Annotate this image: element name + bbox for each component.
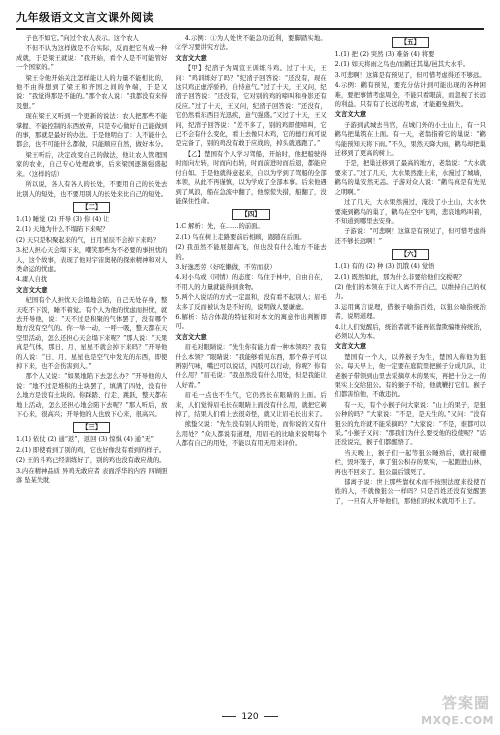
section-heading [175, 209, 326, 220]
paragraph: 于是，把巢迁移到了最高的地方，老翁说：“大水就要来了。”过了几天，大水果然涨上来，水漫过了城墙，鹳鸟的巢安然无恙。子游对众人说：“鹳鸟真是有先见之明啊。” [334, 160, 486, 196]
answer-item: (2) 我虽然不能展翅高飞，但也没有什么地方不能去的。 [175, 244, 327, 261]
answer-item: 1.(1) 依仗 (2) 通“返”，返回 (3) 惊惧 (4) 通“无” [16, 436, 154, 444]
paragraph: 有一天，有个小猴子问大家说：“山上的果子，是狙公种的吗？”大家说：“不是，是天生的。”又问：“没有狙公的允许就不能采摘吗？”大家说：“不是，谁都可以采。”小猴子又问：“那我们为什么要受他的役使呢？”话还没说完，猴子们都醒悟了。 [334, 401, 486, 447]
subsection-title: 文言文大意 [16, 286, 48, 294]
answer-item: (2) 他们的本领在于让人离不开自己，以维持自己的权力。 [334, 283, 486, 301]
answer-item: 3.杞人担心天会塌下来，嘲笑那些为不必要的事担忧的人，这个故事，表现了他对宇宙奥秘的探索精神和对人类命运的忧虑。 [16, 247, 168, 273]
paragraph: 不但不认为这样做是不合实际，反而把它当成一种成就，于是梁王就说：“我开始，看个人是不可能管好一个国家的。” [16, 45, 168, 72]
watermark-logo [408, 692, 494, 732]
section-heading [16, 202, 167, 213]
answer-item: 1.C 解析：先，在……的前面。 [175, 223, 264, 231]
page-number: 120 [241, 712, 259, 722]
paragraph: 那个人又说：“如果地陷下去怎么办？”开导他的人说：“地不过是堆积的土块罢了，填满了四处，没有什么地方是没有土块的。你踩踏、行走、跳跃，整天都在地上活动，怎么还担心地会陷下去呢？”那人听后，放下心来，很高兴；开导他的人也放下心来，很高兴。 [16, 373, 168, 419]
subsection-title: 文言文大意 [334, 343, 367, 351]
book-title: 九年级语文文言文课外阅读 [16, 11, 154, 24]
section-heading-label: 【三】 [73, 422, 111, 433]
answer-item: 4.庸人自扰 [16, 276, 48, 284]
answer-item: 4.让人们觉醒后，统治者就不能再依靠欺骗维持统治，必须以人为本。 [334, 323, 486, 340]
answer-item: 4.对小鸟或（同情）的态度：鸟住于林中，自由自在，不用人的力量就能得到食物。 [175, 274, 327, 291]
answer-item: 1.(1) 有的 (2) 种 (3) 饥饿 (4) 觉悟 [334, 263, 435, 271]
page-columns [16, 34, 486, 694]
answer-item: 3.可悲啊！这算是有预见了，但可惜考虑得还不够远。 [334, 71, 486, 79]
subsection-title: 文言文大意 [175, 54, 207, 62]
answer-item: (2) 天只是积聚起来的气，日月星辰不会掉下来吗？ [16, 236, 160, 244]
paragraph: 现在梁王又听到一个更新的说法：农人把那些不能掌握、不能控制的东西放弃，只是专心做好自己能做到的事，那就是最好的办法。于是他明白了：人不能什么都会，也不可能什么都做，只能顺应自然，做好本分。 [16, 113, 168, 149]
paragraph: 过了几天，大水果然漫过，淹没了小土山，大水快要淹到鹳鸟的巢了，鹳鸟在空中飞鸣，悲哀地鸣叫着，不知道到哪里去安身。 [334, 199, 486, 225]
answer-item: 3.内在精神品质 异鸡无敢应者 表面浮华的内容 四顾胆落 坠某失眈 [16, 467, 168, 485]
section-heading-label: 【六】 [392, 249, 430, 260]
answer-item: 2.(1) 既然如此，那为什么非要给他们交税呢？ [334, 273, 465, 281]
paragraph: 子游到武城去当官，在城门外的小土山上，有一只鹳鸟把巢筑在上面。有一天，老翁指着它的巢说：“鹳鸟能预知天将下雨。”不久，果然天降大雨，鹳鸟却把巢迁移到了更高的树上。 [334, 121, 486, 158]
answer-item: 1.(1) 睡觉 (2) 开导 (3) 你 (4) 让 [16, 215, 110, 223]
subsection-title: 文言文大意 [175, 333, 207, 341]
section-heading-label: 【五】 [392, 37, 430, 48]
paragraph: 眉毛对眼睛说：“先生你有能力看一种本领吗？我有什么本领？”眼睛说：“我能够看见东西，那个鼻子可以辨别气味，嘴巴可以说话，四肢可以行动，你呢？你有什么用？”眉毛说：“我虽然没有什么用处，但是我能让人好看。” [175, 344, 327, 389]
column-3 [335, 34, 486, 694]
answer-item: 3.好逸恶劳（好吃懒做，不劳而获） [175, 263, 276, 271]
answer-item: 4.示例：鹳有预见，要充分估计到可能出现的各种困难，要把事情考虑周全，不能只看眼前，而忽视了长远的利益。只有有了长远的考虑，才能避免损失。 [334, 82, 486, 109]
answer-item: 2.(1) 天地为什么不塌陷下来呢？ [16, 226, 109, 234]
paragraph: 所以说，各人有各人的长处，不要用自己的长处去比别人的短处，也不要用别人的长处来比自己的短处。 [16, 181, 168, 198]
section-heading [16, 422, 167, 433]
paragraph: 熊蛰父说：“先生没有别人的用处，而你说的又有什么用处？”众人都说有道理，用眉毛的比喻来说明每个人都有自己的用处，不能以有用无用来评价。 [175, 421, 327, 448]
column-2 [175, 34, 326, 694]
paragraph: 梁王听后，决定改变自己的做法，他让农人管理国家的农业，自己专心处理政事，后来梁国逐渐强盛起来。（这样的话） [16, 151, 168, 178]
answer-item: 1.(1) 把 (2) 突然 (3) 难备 (4) 将要 [334, 51, 435, 58]
section-heading [335, 249, 486, 260]
paragraph: 【甲】纪渻子为周宣王训练斗鸡。过了十天，王问：“鸡训练好了吗？”纪渻子回答说：“还没有，现在这只鸡正虚浮骄矜，自恃意气。”过了十天，王又问，纪渻子回答说：“还没有，它对别的鸡的啼叫和身影还有反应。”过了十天，王又问，纪渻子回答说：“还没有，它仍然看东西目光迅疾，意气强盛。”又过了十天，王又问，纪渻子回答说：“差不多了，别的鸡即使啼叫，它已不会有什么变化，看上去像只木鸡，它的德行真可说是完备了，别的鸡没有敢于应战的，掉头就逃跑了。” [175, 65, 327, 148]
section-heading [335, 37, 486, 48]
answer-item: 6.解析：结合体裁的特征和对本文的寓意作出判断即可。 [175, 313, 327, 331]
section-heading-label: 【二】 [73, 202, 111, 213]
answer-item: 2.(1) 如天将雨之鸟也/而鹳迁其巢/邑其大水乎。 [334, 61, 470, 69]
paragraph: 【乙】楚国有个人学习驾船，开始时，他把船驶得时而向左转，时而向右转，时而前进时而后退，都能应付自如。于是他就得意起来，自以为学到了驾船的全部本领，从此不再谨慎，以为学成了全部本事。后来他遇到了风浪，船在急流中翻了，他惊慌失措，船翻了，没能保住性命。 [175, 150, 327, 205]
answer-item: 5.两个人说话的方式一定温和，没有看不起别人；眉毛太多了反而被认为是不好的，说明做人要谦虚。 [175, 294, 327, 311]
answer-item: 3.运用寓言说理，借猴子喻指百姓，以狙公喻指统治者，说明道理。 [334, 303, 486, 321]
paragraph: 楚国有一个人，以养猴子为生，楚国人称他为狙公。每天早上，他一定要在庭院里把猴子分成几队，让老猴子带领到山里去采摘草木的果实，再把十分之一的果实上交给狙公。有的猴子不给，他就鞭打它们。猴子们都害怕他，不敢违抗。 [334, 353, 486, 399]
page-header [16, 8, 484, 30]
footer-rule-right [264, 716, 278, 717]
paragraph: 眉毛一点也不生气，它仍然长在眼睛的上面。后来，人们觉得眉毛长在眼睛上面没有什么用，就把它剃掉了，结果人们看上去很奇怪，就又让眉毛长出来了。 [175, 392, 327, 419]
column-1 [16, 34, 167, 694]
subsection-title: 文言文大意 [334, 111, 367, 119]
paragraph: 当天晚上，猴子们一起等狙公睡熟后，就打破栅栏，毁坏笼子，拿了狙公积存的果实，一起跑进山林，再也不回来了。狙公最后饿死了。 [334, 449, 486, 476]
paragraph: 4.示例：①为人处世不能急功近利，要脚踏实地。②学习要讲究方法。 [175, 35, 327, 52]
paragraph: 子也不如它。”向过个农人表示。这个农人 [25, 35, 139, 42]
paragraph: 梁王令他开始关注怎样能让人的力量不能相比的，他不由得想到了梁王和齐国之间的争端，于是又说：“我觉得那是不能的。”那个农人说：“我都没有来得及想。” [16, 74, 168, 110]
paragraph: 杞国有个人担忧天会塌地会陷，自己无处存身，整天吃不下饭，睡不着觉。有个人为他的忧虑而担忧，就去开导他，说：“天不过是积聚的气体罢了，没有哪个地方没有空气的。你一举一动，一呼一吸，整天都在天空里活动，怎么还担心天会塌下来呢？”那人说：“天果真是气体，那日、月、星星不就会掉下来吗？”开导他的人说：“日、月、星星也是空气中发光的东西，即使掉下来，也不会伤害到人。” [16, 297, 168, 370]
paragraph: 郁离子说：世上那些靠权术而不按照法度来役使百姓的人，不就像狙公一样吗？只是百姓还没有觉醒罢了，一旦有人开导他们，那他们的权术就用不上了。 [334, 479, 486, 505]
watermark-text-cn: 答案圈 [441, 694, 490, 712]
answer-item: 2.(1) 即使看到了别的鸡，它也好像没有看到的样子。 [16, 446, 166, 454]
watermark-text-en: MXQE.COM [421, 714, 494, 727]
paragraph: 子游说：“可悲啊！这算是有预见了，但可惜考虑得还不够长远啊！” [334, 228, 486, 245]
answer-item: 2.(1) 鸟在树上走路要前后相顾，跟随在后面。 [175, 233, 306, 241]
section-heading-label: 【四】 [232, 209, 270, 220]
answer-item: (2) 王的斗鸡已经训练好了，别的鸡也没有敢应战的。 [16, 457, 166, 465]
footer-rule-left [222, 716, 236, 717]
